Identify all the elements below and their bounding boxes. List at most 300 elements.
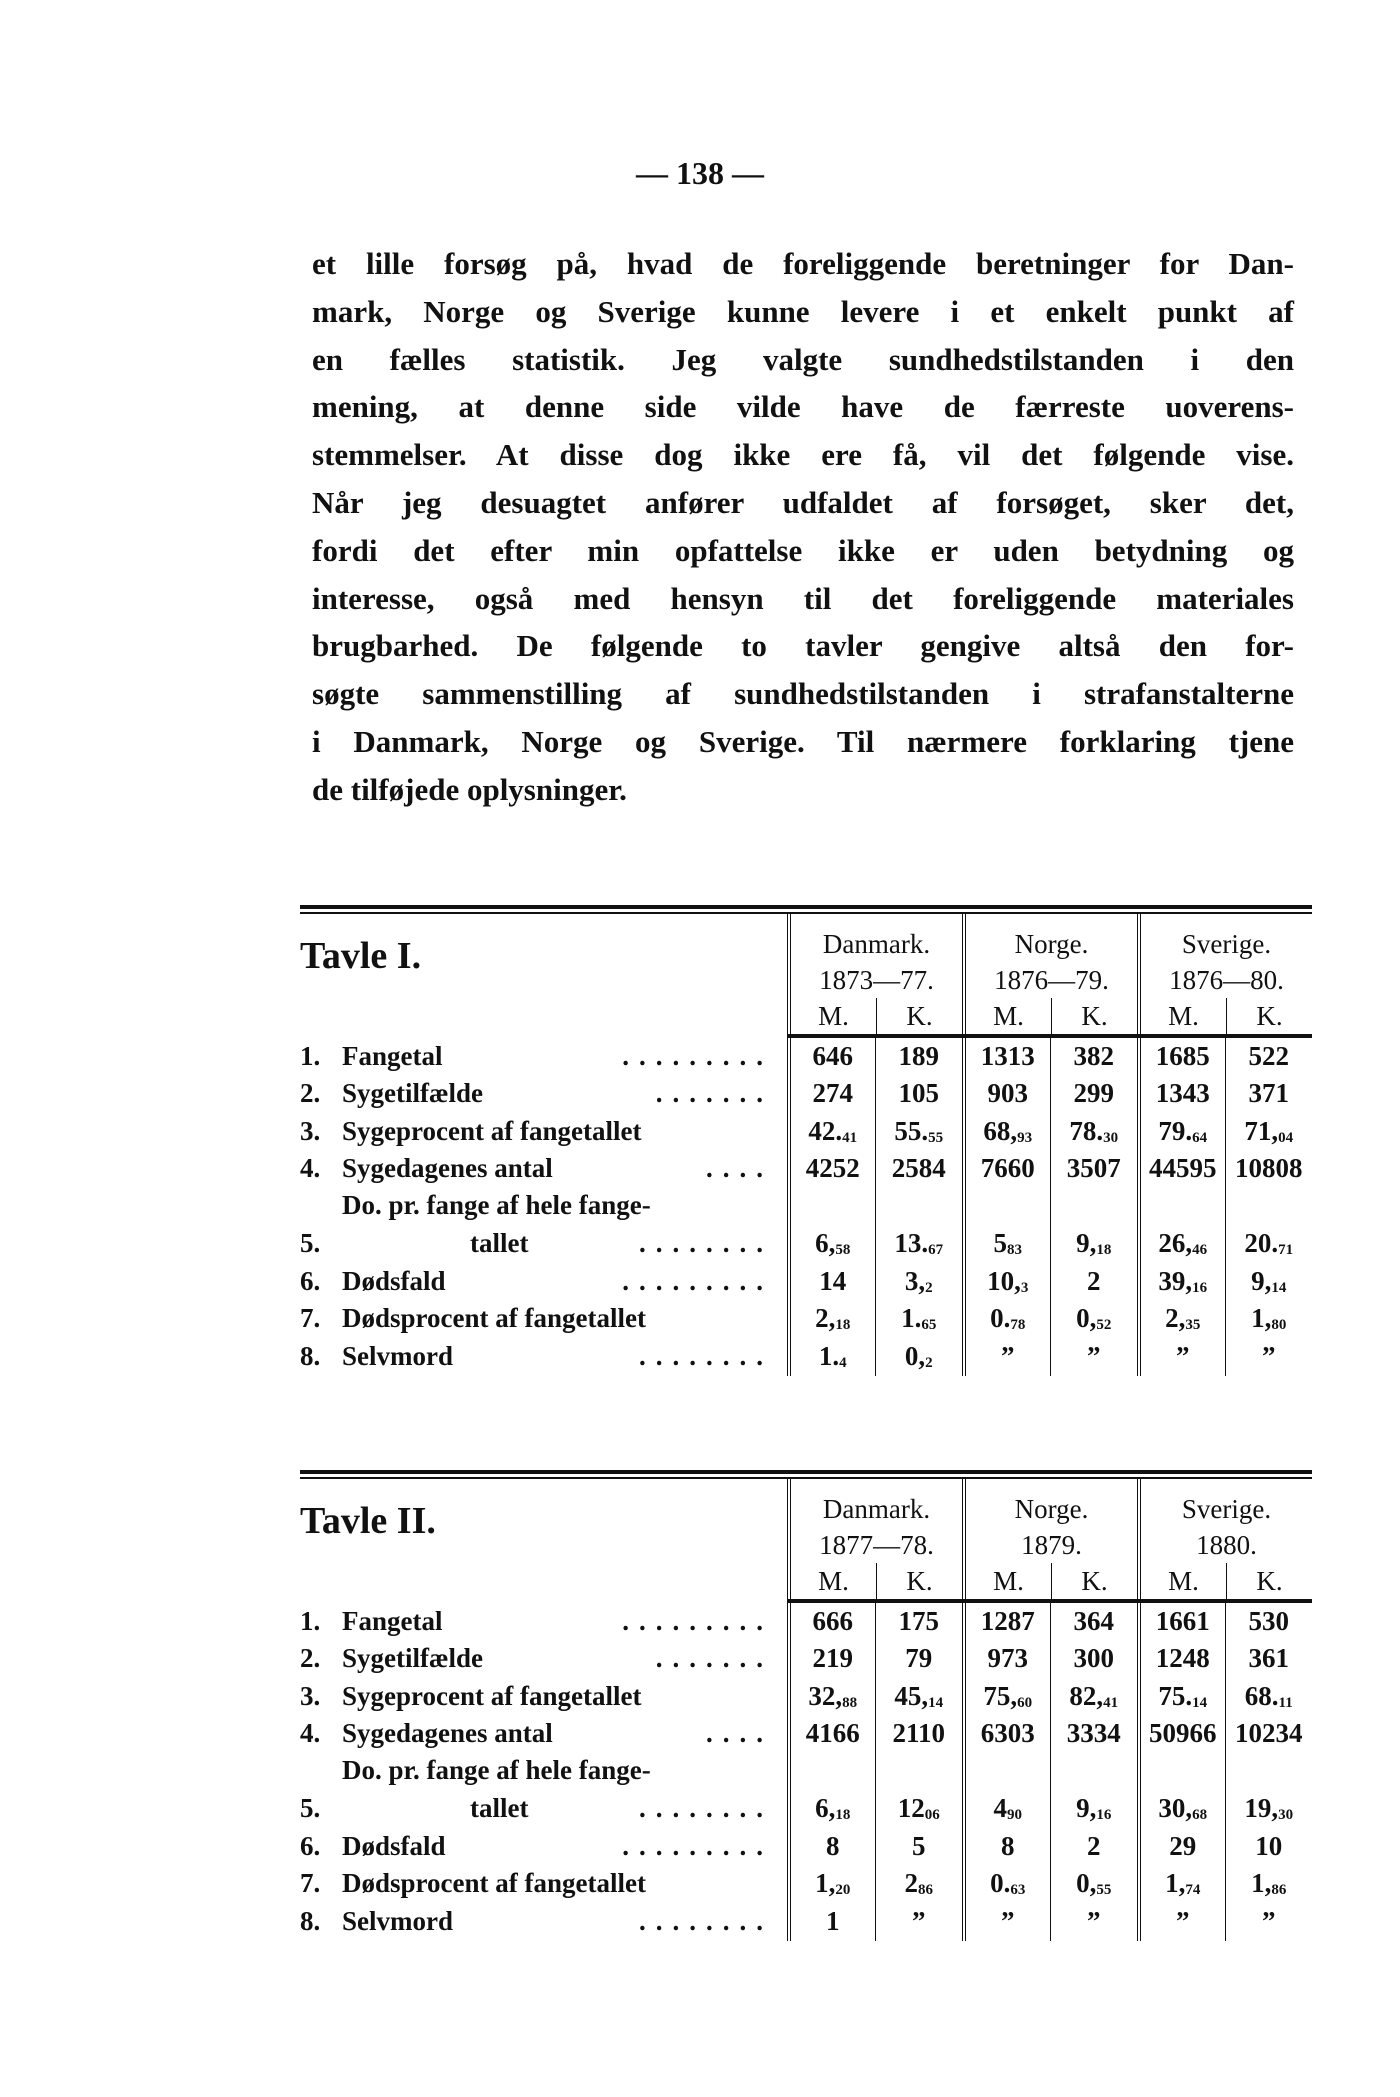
row-number: 7. [300, 1868, 321, 1898]
cell-value: 1, [815, 1868, 836, 1898]
cell-decimal: 14 [1271, 1279, 1287, 1296]
row-number: 4. [300, 1153, 321, 1183]
table-row [300, 1188, 1312, 1263]
leader-dots: ....... [655, 1643, 773, 1673]
cell-value: 219 [812, 1643, 853, 1673]
cell-decimal: 04 [1278, 1129, 1294, 1146]
cell-decimal: 16 [1096, 1807, 1112, 1823]
cell-value: 4166 [805, 1718, 860, 1748]
row-number: 5. [300, 1793, 321, 1823]
table-cell [1137, 1603, 1225, 1641]
cell-decimal: 58 [835, 1242, 851, 1258]
table-cell [875, 1113, 963, 1151]
table-cell [1225, 1866, 1313, 1904]
cell-value: ” [1087, 1340, 1101, 1371]
col-men: M. [966, 998, 1052, 1034]
table-cell [1225, 1716, 1313, 1754]
table-cell [1050, 1753, 1138, 1828]
leader-dots: ....... [655, 1078, 773, 1108]
country-years: 1876—79. [994, 965, 1109, 995]
cell-value: ” [1001, 1340, 1015, 1371]
cell-value: 105 [898, 1078, 939, 1108]
cell-value: 30, [1158, 1793, 1193, 1823]
table-row [300, 1716, 1312, 1754]
row-label: Do. pr. fange af hele fange- [342, 1190, 651, 1220]
text-line: fordi det efter min opfattelse ikke er uden betydning og [312, 532, 1294, 568]
cell-value: 6303 [980, 1718, 1035, 1748]
table-cell [1137, 1866, 1225, 1904]
table-cell [1225, 1338, 1313, 1376]
cell-decimal: 52 [1096, 1317, 1112, 1333]
cell-value: 32, [808, 1680, 843, 1711]
table-cell [962, 1753, 1050, 1828]
table-cell [962, 1263, 1050, 1301]
cell-value: 3334 [1066, 1718, 1121, 1748]
leader-dots: ........ [639, 1905, 773, 1936]
text-line: søgte sammenstilling af sundhedstilstanden i strafanstalterne [312, 676, 1294, 712]
table-row [300, 1301, 1312, 1339]
col-women: K. [1081, 1001, 1108, 1031]
table-cell [1225, 1113, 1313, 1151]
leader-dots: ........ [639, 1228, 773, 1258]
cell-value: 1, [1251, 1868, 1272, 1898]
cell-value: 4252 [805, 1153, 860, 1183]
table-cell [1137, 1188, 1225, 1263]
cell-value: 79 [905, 1643, 933, 1673]
cell-decimal: 64 [1192, 1129, 1208, 1146]
table-cell [875, 1188, 963, 1263]
table-row [300, 1263, 1312, 1301]
cell-value: 1313 [980, 1040, 1035, 1071]
cell-value: 175 [898, 1605, 939, 1636]
table-cell [1050, 1263, 1138, 1301]
table-row [300, 1753, 1312, 1828]
table-cell [1050, 1151, 1138, 1189]
leader-dots: ......... [622, 1830, 773, 1861]
cell-value: 1, [1251, 1303, 1272, 1333]
table-cell [787, 1301, 875, 1339]
cell-value: 2, [1165, 1303, 1186, 1333]
cell-value: 2110 [892, 1718, 945, 1748]
cell-decimal: 63 [1010, 1882, 1026, 1898]
cell-value: ” [912, 1905, 926, 1936]
cell-value: 0. [990, 1868, 1011, 1898]
table-cell [1050, 1903, 1138, 1941]
table-cell [787, 1603, 875, 1641]
table-tavle-2 [300, 1470, 1312, 1941]
cell-decimal: 55 [928, 1129, 944, 1146]
cell-value: 1248 [1155, 1643, 1210, 1673]
row-number: 4. [300, 1718, 321, 1748]
cell-value: 0, [1076, 1303, 1097, 1333]
country-years: 1876—80. [1169, 965, 1284, 995]
cell-value: 5 [993, 1228, 1007, 1258]
cell-decimal: 3 [1020, 1279, 1029, 1296]
cell-value: 1. [901, 1303, 922, 1333]
table-cell [1225, 1678, 1313, 1716]
row-label: Sygetilfælde [342, 1643, 483, 1673]
text-line: interesse, også med hensyn til det foreliggende materiales [312, 580, 1294, 616]
row-label: Sygedagenes antal [342, 1153, 553, 1183]
cell-value: 78. [1069, 1115, 1104, 1146]
table-cell [875, 1301, 963, 1339]
table-cell [1225, 1038, 1313, 1076]
cell-value: 8 [1001, 1830, 1015, 1861]
table-row [300, 1076, 1312, 1114]
row-label: Dødsprocent af fangetallet [342, 1303, 646, 1333]
table-cell [787, 1753, 875, 1828]
row-label-continued: tallet [470, 1793, 529, 1823]
row-label-continued: tallet [470, 1228, 529, 1258]
body-paragraph [312, 240, 1294, 814]
cell-value: 9, [1076, 1228, 1097, 1258]
table-cell [1050, 1641, 1138, 1679]
table-cell [962, 1678, 1050, 1716]
cell-value: 6, [815, 1228, 836, 1258]
cell-value: 13. [894, 1228, 929, 1258]
table-cell [875, 1828, 963, 1866]
text-line: stemmelser. At disse dog ikke ere få, vil det følgende vise. [312, 437, 1294, 473]
table-cell [787, 1903, 875, 1941]
cell-value: ” [1176, 1905, 1190, 1936]
cell-value: 530 [1248, 1605, 1289, 1636]
table-row [300, 1603, 1312, 1641]
cell-value: 10234 [1235, 1718, 1303, 1748]
col-men: M. [791, 1563, 877, 1599]
col-women: K. [906, 1566, 933, 1596]
col-men: M. [966, 1563, 1052, 1599]
table-cell [962, 1866, 1050, 1904]
cell-decimal: 14 [1192, 1694, 1208, 1711]
cell-decimal: 16 [1192, 1279, 1208, 1296]
cell-value: 1287 [980, 1605, 1035, 1636]
table-cell [1050, 1338, 1138, 1376]
country-header [787, 1479, 962, 1599]
cell-decimal: 18 [1096, 1242, 1112, 1258]
table-cell [1050, 1678, 1138, 1716]
table-title: Tavle II. [300, 1500, 436, 1542]
table-row [300, 1866, 1312, 1904]
table-cell [1225, 1753, 1313, 1828]
cell-decimal: 93 [1017, 1129, 1033, 1146]
row-number: 1. [300, 1605, 321, 1636]
table-header [300, 914, 1312, 1034]
cell-value: 189 [898, 1040, 939, 1071]
row-label: Selvmord [342, 1340, 453, 1371]
row-label: Dødsfald [342, 1265, 446, 1296]
country-name: Danmark. [822, 1494, 931, 1524]
table-cell [1050, 1866, 1138, 1904]
table-cell [1050, 1716, 1138, 1754]
text-line: mening, at denne side vilde have de færreste uoverens- [312, 389, 1294, 425]
cell-value: 79. [1158, 1115, 1193, 1146]
table-cell [1225, 1301, 1313, 1339]
cell-value: 973 [987, 1643, 1028, 1673]
row-label: Do. pr. fange af hele fange- [342, 1755, 651, 1785]
cell-value: 10, [987, 1265, 1021, 1296]
cell-value: 44595 [1149, 1153, 1217, 1183]
row-number: 1. [300, 1040, 321, 1071]
cell-value: 0, [1076, 1868, 1097, 1898]
leader-dots: .... [706, 1153, 773, 1183]
text-line: en fælles statistik. Jeg valgte sundhedstilstanden i den [312, 341, 1294, 377]
table-cell [787, 1038, 875, 1076]
cell-decimal: 14 [928, 1694, 944, 1711]
cell-decimal: 4 [839, 1354, 847, 1371]
cell-decimal: 2 [925, 1354, 933, 1371]
cell-value: 2 [1087, 1265, 1101, 1296]
cell-value: 361 [1248, 1643, 1289, 1673]
row-label: Fangetal [342, 1605, 443, 1636]
table-cell [1137, 1903, 1225, 1941]
cell-value: 5 [912, 1830, 926, 1861]
table-cell [962, 1828, 1050, 1866]
table-cell [962, 1903, 1050, 1941]
row-number: 2. [300, 1078, 321, 1108]
row-label: Sygetilfælde [342, 1078, 483, 1108]
table-cell [962, 1603, 1050, 1641]
leader-dots: ........ [639, 1340, 773, 1371]
table-cell [875, 1076, 963, 1114]
cell-value: ” [1001, 1905, 1015, 1936]
cell-decimal: 18 [835, 1807, 851, 1823]
table-cell [962, 1038, 1050, 1076]
cell-decimal: 06 [924, 1807, 940, 1823]
table-cell [787, 1263, 875, 1301]
col-women: K. [1256, 1001, 1283, 1031]
table-cell [787, 1338, 875, 1376]
table-cell [875, 1866, 963, 1904]
cell-decimal: 67 [928, 1242, 944, 1258]
table-header [300, 1479, 1312, 1599]
text-line: i Danmark, Norge og Sverige. Til nærmere forklaring tjene [312, 723, 1294, 759]
cell-value: 1661 [1155, 1605, 1210, 1636]
row-number: 5. [300, 1228, 321, 1258]
cell-decimal: 35 [1185, 1317, 1201, 1333]
table-cell [1050, 1828, 1138, 1866]
table-cell [875, 1678, 963, 1716]
leader-dots: ......... [622, 1265, 773, 1296]
cell-value: 2, [815, 1303, 836, 1333]
cell-value: 75. [1158, 1680, 1193, 1711]
cell-value: 522 [1248, 1040, 1289, 1071]
cell-decimal: 60 [1017, 1694, 1033, 1711]
table-cell [787, 1716, 875, 1754]
table-row [300, 1151, 1312, 1189]
cell-value: 300 [1073, 1643, 1114, 1673]
cell-value: 82, [1069, 1680, 1104, 1711]
table-cell [1225, 1188, 1313, 1263]
table-cell [787, 1641, 875, 1679]
table-cell [962, 1641, 1050, 1679]
table-cell [875, 1338, 963, 1376]
table-cell [875, 1716, 963, 1754]
cell-decimal: 86 [1271, 1882, 1287, 1898]
cell-value: 1. [818, 1340, 840, 1371]
table-cell [962, 1188, 1050, 1263]
cell-value: 666 [812, 1605, 853, 1636]
table-cell [1137, 1678, 1225, 1716]
cell-value: 3, [904, 1265, 926, 1296]
cell-decimal: 71 [1278, 1242, 1294, 1258]
table-cell [1225, 1828, 1313, 1866]
table-cell [875, 1603, 963, 1641]
cell-decimal: 86 [918, 1882, 933, 1898]
table-cell [1225, 1263, 1313, 1301]
cell-value: 2 [1087, 1830, 1101, 1861]
country-header [1137, 914, 1312, 1034]
table-cell [787, 1678, 875, 1716]
row-number: 6. [300, 1265, 321, 1296]
table-cell [875, 1903, 963, 1941]
table-cell [1137, 1828, 1225, 1866]
cell-value: 55. [894, 1115, 929, 1146]
leader-dots: ........ [639, 1793, 773, 1823]
cell-value: 20. [1244, 1228, 1279, 1258]
cell-value: 14 [819, 1265, 847, 1296]
leader-dots: .... [706, 1718, 773, 1748]
table-cell [875, 1151, 963, 1189]
country-name: Norge. [1014, 929, 1089, 959]
table-cell [1137, 1038, 1225, 1076]
cell-value: 50966 [1149, 1718, 1217, 1748]
row-number: 3. [300, 1680, 321, 1711]
cell-value: 3507 [1066, 1153, 1121, 1183]
row-number: 8. [300, 1340, 321, 1371]
country-name: Danmark. [822, 929, 931, 959]
cell-value: ” [1262, 1905, 1276, 1936]
cell-value: 646 [812, 1040, 853, 1071]
cell-decimal: 41 [1103, 1694, 1119, 1711]
cell-value: 6, [815, 1793, 836, 1823]
country-name: Norge. [1014, 1494, 1089, 1524]
cell-decimal: 41 [842, 1129, 858, 1146]
table-cell [1050, 1188, 1138, 1263]
table-cell [962, 1151, 1050, 1189]
cell-decimal: 88 [842, 1694, 858, 1711]
cell-decimal: 20 [835, 1882, 851, 1898]
cell-decimal: 30 [1103, 1129, 1119, 1146]
cell-value: 299 [1073, 1078, 1114, 1108]
text-line: brugbarhed. De følgende to tavler gengive altså den for- [312, 628, 1294, 664]
cell-value: 0, [904, 1340, 926, 1371]
table-cell [1225, 1903, 1313, 1941]
row-label: Fangetal [342, 1040, 443, 1071]
country-years: 1873—77. [819, 965, 934, 995]
cell-value: 9, [1076, 1793, 1097, 1823]
table-row [300, 1338, 1312, 1376]
table-cell [1050, 1076, 1138, 1114]
cell-value: 1 [826, 1905, 840, 1936]
cell-decimal: 2 [925, 1279, 933, 1296]
row-label: Sygeprocent af fangetallet [342, 1115, 642, 1146]
text-line: Når jeg desuagtet anfører udfaldet af forsøget, sker det, [312, 484, 1294, 520]
cell-value: ” [1176, 1340, 1190, 1371]
row-label: Dødsfald [342, 1830, 446, 1861]
cell-value: 1343 [1155, 1078, 1210, 1108]
cell-decimal: 46 [1192, 1242, 1208, 1258]
cell-value: 2 [904, 1868, 918, 1898]
table-cell [1137, 1753, 1225, 1828]
row-number: 3. [300, 1115, 321, 1146]
table-row [300, 1903, 1312, 1941]
cell-value: 1, [1165, 1868, 1186, 1898]
table-row [300, 1038, 1312, 1076]
table-cell [787, 1076, 875, 1114]
table-top-rule [300, 1470, 1312, 1479]
cell-value: 364 [1073, 1605, 1114, 1636]
country-header [1137, 1479, 1312, 1599]
table-cell [1225, 1151, 1313, 1189]
cell-decimal: 11 [1278, 1694, 1293, 1711]
cell-value: 9, [1251, 1265, 1272, 1296]
table-title: Tavle I. [300, 935, 422, 977]
cell-value: 0. [990, 1303, 1011, 1333]
table-cell [1050, 1113, 1138, 1151]
table-row [300, 1678, 1312, 1716]
col-men: M. [1141, 998, 1227, 1034]
cell-value: ” [1087, 1905, 1101, 1936]
table-cell [1137, 1151, 1225, 1189]
col-women: K. [906, 1001, 933, 1031]
table-cell [1225, 1076, 1313, 1114]
table-cell [787, 1188, 875, 1263]
text-line: et lille forsøg på, hvad de foreliggende beretninger for Dan- [312, 246, 1294, 281]
text-line: mark, Norge og Sverige kunne levere i et enkelt punkt af [312, 293, 1294, 329]
cell-decimal: 18 [835, 1317, 851, 1333]
cell-value: 39, [1158, 1265, 1193, 1296]
col-women: K. [1081, 1566, 1108, 1596]
row-label: Selvmord [342, 1905, 453, 1936]
country-header [787, 914, 962, 1034]
cell-value: 274 [812, 1078, 853, 1108]
cell-value: 10808 [1235, 1153, 1303, 1183]
cell-value: 8 [826, 1830, 840, 1861]
table-tavle-1 [300, 905, 1312, 1376]
cell-value: 26, [1158, 1228, 1193, 1258]
table-cell [875, 1263, 963, 1301]
cell-value: 4 [993, 1793, 1007, 1823]
cell-value: 903 [987, 1078, 1028, 1108]
table-cell [962, 1113, 1050, 1151]
table-cell [787, 1866, 875, 1904]
cell-value: ” [1262, 1340, 1276, 1371]
cell-value: 371 [1248, 1078, 1289, 1108]
row-number: 7. [300, 1303, 321, 1333]
country-header [962, 914, 1137, 1034]
text-line: de tilføjede oplysninger. [312, 771, 627, 807]
table-cell [875, 1641, 963, 1679]
cell-decimal: 30 [1278, 1807, 1294, 1823]
cell-value: 29 [1169, 1830, 1197, 1861]
table-cell [1137, 1338, 1225, 1376]
cell-decimal: 74 [1185, 1882, 1201, 1898]
cell-decimal: 68 [1192, 1807, 1208, 1823]
country-years: 1877—78. [819, 1530, 934, 1560]
table-cell [1137, 1641, 1225, 1679]
cell-value: 68, [983, 1115, 1018, 1146]
table-cell [962, 1301, 1050, 1339]
table-cell [787, 1151, 875, 1189]
country-years: 1880. [1196, 1530, 1257, 1560]
cell-decimal: 90 [1007, 1807, 1022, 1823]
cell-value: 382 [1073, 1040, 1114, 1071]
table-cell [962, 1076, 1050, 1114]
page-number: — 138 — [636, 155, 764, 191]
country-name: Sverige. [1181, 1494, 1272, 1524]
table-top-rule [300, 905, 1312, 914]
row-label: Dødsprocent af fangetallet [342, 1868, 646, 1898]
